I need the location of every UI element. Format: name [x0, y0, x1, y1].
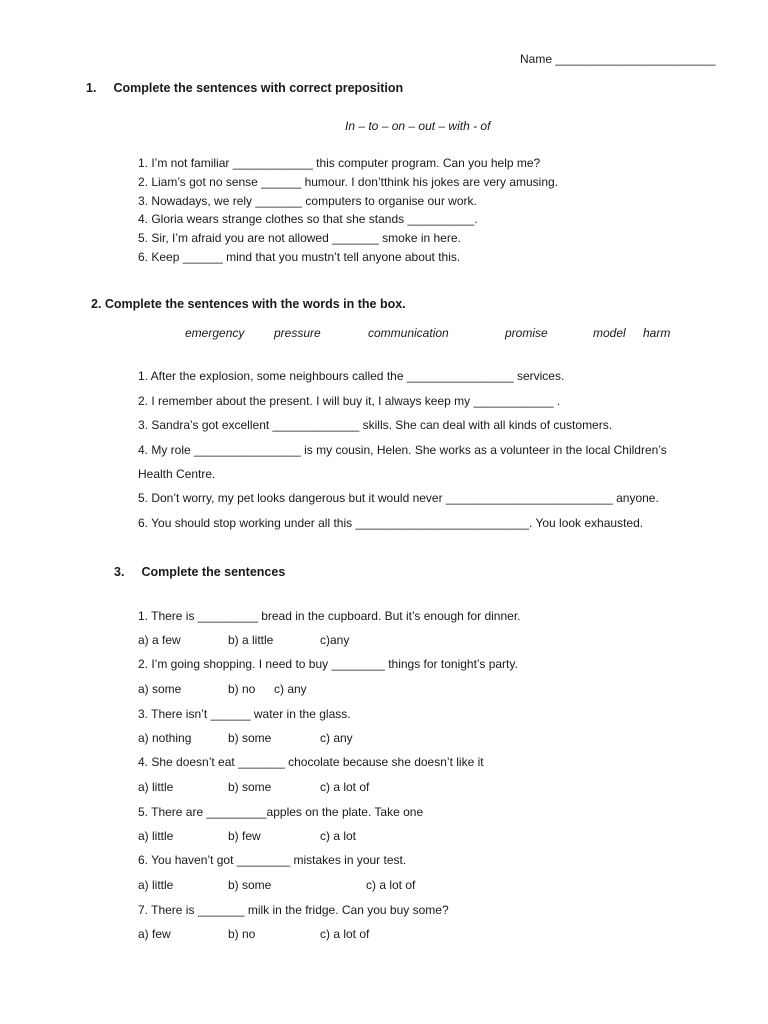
answer-option: c) any — [320, 731, 353, 745]
answer-option: b) some — [228, 878, 272, 892]
section-3-title — [114, 565, 285, 579]
section-1-title — [86, 81, 403, 95]
question-text: 4. She doesn’t eat _______ chocolate because she doesn’t like it — [138, 755, 484, 769]
section-1-word-bank: In – to – on – out – with - of — [345, 119, 491, 133]
answer-option: c) a lot of — [320, 780, 370, 794]
answer-option: a) a few — [138, 633, 181, 647]
section-2-sentence: 2. I remember about the present. I will buy it, I always keep my ____________ . — [138, 394, 561, 408]
answer-option: a) few — [138, 927, 171, 941]
answer-option: b) no — [228, 927, 256, 941]
answer-option: c) any — [274, 682, 307, 696]
word-box-item: model — [593, 326, 626, 340]
section-2-sentence: 3. Sandra’s got excellent _____________ skills. She can deal with all kinds of customers. — [138, 418, 613, 432]
section-2-title: 2. Complete the sentences with the words in the box. — [91, 297, 406, 311]
question-text: 1. There is _________ bread in the cupboard. But it’s enough for dinner. — [138, 609, 521, 623]
word-box-item: emergency — [185, 326, 245, 340]
answer-option: a) nothing — [138, 731, 192, 745]
word-box-item: communication — [368, 326, 449, 340]
question-text: 7. There is _______ milk in the fridge. Can you buy some? — [138, 903, 449, 917]
answer-option: a) some — [138, 682, 182, 696]
section-1-sentence: 3. Nowadays, we rely _______ computers to organise our work. — [138, 194, 477, 208]
answer-option: b) some — [228, 731, 272, 745]
section-1-number: 1. — [86, 81, 97, 95]
answer-option: c) a lot — [320, 829, 357, 843]
question-text: 6. You haven’t got ________ mistakes in your test. — [138, 853, 407, 867]
section-1-sentence: 4. Gloria wears strange clothes so that she stands __________. — [138, 212, 478, 226]
section-1-sentence: 1. I’m not familiar ____________ this computer program. Can you help me? — [138, 156, 541, 170]
answer-option: a) little — [138, 878, 174, 892]
answer-option: b) some — [228, 780, 272, 794]
answer-option: a) little — [138, 780, 174, 794]
section-1-title-text: Complete the sentences with correct preposition — [113, 81, 404, 95]
section-1-sentence: 6. Keep ______ mind that you mustn’t tell anyone about this. — [138, 250, 461, 264]
question-text: 3. There isn’t ______ water in the glass. — [138, 707, 351, 721]
section-2-sentence: 1. After the explosion, some neighbours called the ________________ services. — [138, 369, 565, 383]
question-text: 5. There are _________apples on the plate. Take one — [138, 805, 424, 819]
section-1-sentence: 5. Sir, I’m afraid you are not allowed _______ smoke in here. — [138, 231, 461, 245]
word-box-item: harm — [643, 326, 671, 340]
answer-option: c)any — [320, 633, 350, 647]
question-text: 2. I’m going shopping. I need to buy ________ things for tonight’s party. — [138, 657, 518, 671]
word-box-item: promise — [505, 326, 548, 340]
answer-option: b) a little — [228, 633, 274, 647]
section-1-sentence: 2. Liam’s got no sense ______ humour. I don’tthink his jokes are very amusing. — [138, 175, 559, 189]
section-2-sentence: 5. Don’t worry, my pet looks dangerous but it would never _________________________ anyone. — [138, 491, 659, 505]
section-2-sentence: Health Centre. — [138, 467, 216, 481]
section-3-number: 3. — [114, 565, 125, 579]
name-field-label: Name ________________________ — [520, 52, 716, 66]
answer-option: b) few — [228, 829, 261, 843]
answer-option: c) a lot of — [366, 878, 416, 892]
answer-option: b) no — [228, 682, 256, 696]
section-2-sentence: 4. My role ________________ is my cousin, Helen. She works as a volunteer in the local Children’s — [138, 443, 667, 457]
section-3-title-text: Complete the sentences — [141, 565, 286, 579]
word-box-item: pressure — [274, 326, 321, 340]
answer-option: a) little — [138, 829, 174, 843]
section-2-sentence: 6. You should stop working under all this __________________________. You look exhausted. — [138, 516, 644, 530]
answer-option: c) a lot of — [320, 927, 370, 941]
